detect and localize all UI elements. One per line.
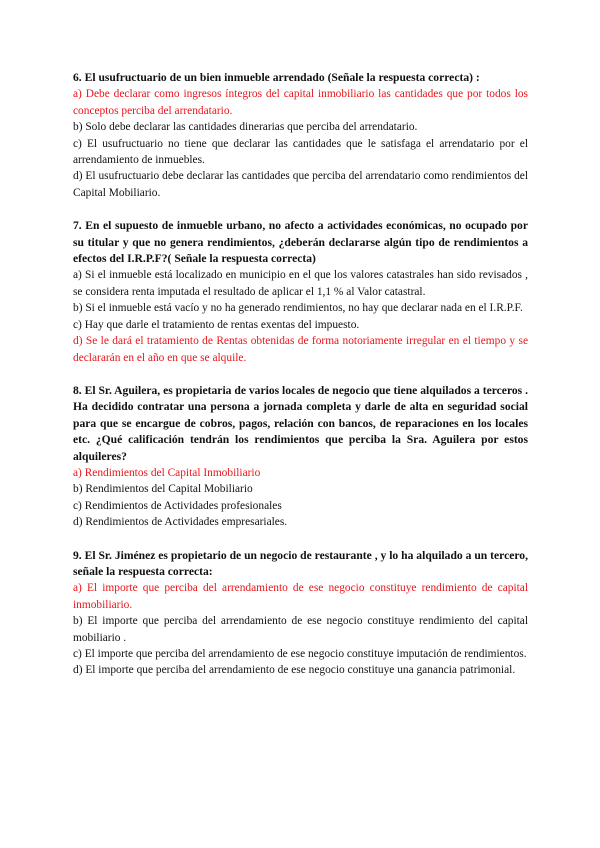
option-b: b) Si el inmueble está vacío y no ha generado rendimientos, no hay que declarar nada en el I.R.P.F.	[73, 302, 523, 315]
question-title: 7. En el supuesto de inmueble urbano, no afecto a actividades económicas, no ocupado por su titular y que no genera rendimientos, ¿deberán declararse algún tipo de rendimientos a efectos del I.R.P.F?( Señale la respuesta correcta)	[73, 219, 528, 266]
question-6	[73, 70, 528, 201]
option-c: c) El usufructuario no tiene que declarar las cantidades que le satisfaga el arrendatario por el arrendamiento de inmuebles.	[73, 137, 528, 167]
option-d: d) El usufructuario debe declarar las cantidades que perciba del arrendatario como rendimientos del Capital Mobiliario.	[73, 170, 528, 199]
option-a-correct: a) Debe declarar como ingresos íntegros del capital inmobiliario las cantidades que por todos los conceptos perciba del arrendatario.	[73, 88, 528, 117]
question-7	[73, 218, 528, 366]
option-d-correct: d) Se le dará el tratamiento de Rentas obtenidas de forma notoriamente irregular en el tiempo y se declararán en el año en que se alquile.	[73, 335, 528, 364]
option-b: b) Rendimientos del Capital Mobiliario	[73, 483, 253, 496]
question-9	[73, 548, 528, 679]
option-c: c) El importe que perciba del arrendamiento de ese negocio constituye imputación de rendimientos.	[73, 648, 527, 660]
question-8	[73, 383, 528, 531]
option-c: c) Rendimientos de Actividades profesionales	[73, 499, 282, 512]
question-title: 9. El Sr. Jiménez es propietario de un negocio de restaurante , y lo ha alquilado a un tercero, señale la respuesta correcta:	[73, 548, 528, 578]
option-d: d) El importe que perciba del arrendamiento de ese negocio constituye una ganancia patrimonial.	[73, 664, 516, 677]
option-a: a) Si el inmueble está localizado en municipio en el que los valores catastrales han sido revisados , se considera renta imputada el resultado de aplicar el 1,1 % al Valor catastral.	[73, 269, 528, 298]
question-title: 8. El Sr. Aguilera, es propietaria de varios locales de negocio que tiene alquilados a terceros . Ha decidido contratar una persona a jornada completa y darle de alta en seguridad social para que se encargue de cobros, pagos, relación con bancos, de reparaciones en los locales etc. ¿Qué calificación tendrán los rendimientos que perciba la Sra. Aguilera por estos alquileres?	[73, 383, 528, 463]
option-a-correct: a) El importe que perciba del arrendamiento de ese negocio constituye rendimiento de capital inmobiliario.	[73, 582, 528, 611]
option-b: b) El importe que perciba del arrendamiento de ese negocio constituye rendimiento del capital mobiliario .	[73, 615, 528, 644]
option-d: d) Rendimientos de Actividades empresariales.	[73, 516, 288, 529]
option-b: b) Solo debe declarar las cantidades dinerarias que perciba del arrendatario.	[73, 121, 418, 134]
option-c: c) Hay que darle el tratamiento de rentas exentas del impuesto.	[73, 318, 360, 331]
option-a-correct: a) Rendimientos del Capital Inmobiliario	[73, 466, 261, 479]
question-title: 6. El usufructuario de un bien inmueble arrendado (Señale la respuesta correcta) :	[73, 71, 480, 84]
